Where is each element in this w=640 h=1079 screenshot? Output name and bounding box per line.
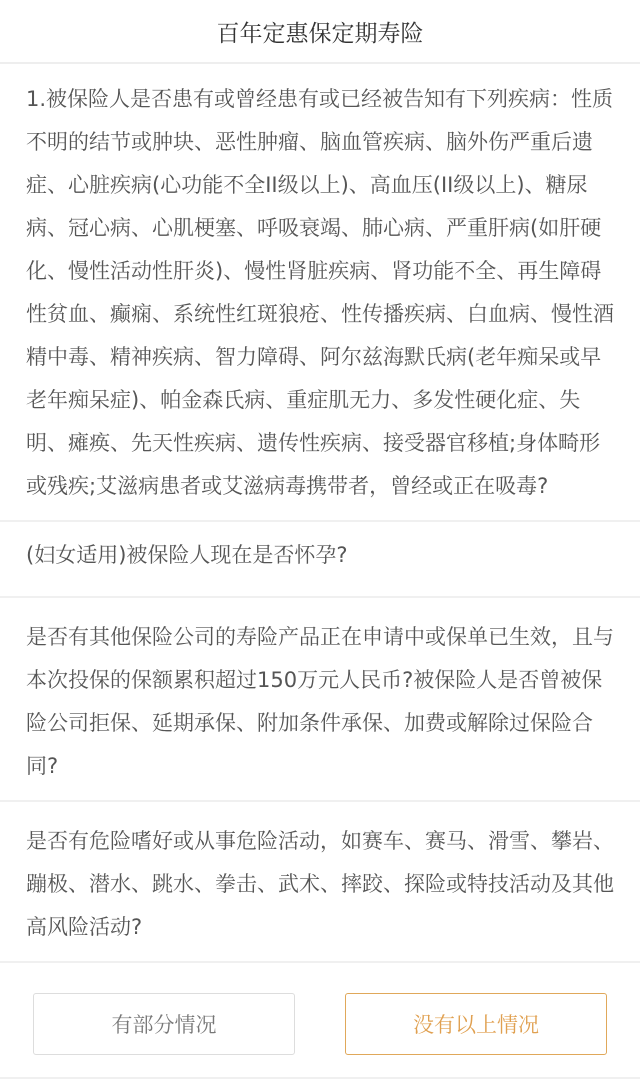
some-conditions-button[interactable]: 有部分情况: [33, 993, 295, 1055]
question-1: 1.被保险人是否患有或曾经患有或已经被告知有下列疾病：性质不明的结节或肿块、恶性肿瘤、脑血管疾病、脑外伤严重后遗症、心脏疾病(心功能不全II级以上)、高血压(II级以上)、糖尿病、冠心病、心肌梗塞、呼吸衰竭、肺心病、严重肝病(如肝硬化、慢性活动性肝炎)、慢性肾脏疾病、肾功能不全、再生障碍性贫血、癫痫、系统性红斑狼疮、性传播疾病、白血病、慢性酒精中毒、精神疾病、智力障碍、阿尔兹海默氏病(老年痴呆或早老年痴呆症)、帕金森氏病、重症肌无力、多发性硬化症、失明、瘫痪、先天性疾病、遗传性疾病、接受器官移植;身体畸形或残疾;艾滋病患者或艾滋病毒携带者，曾经或正在吸毒?: [0, 64, 640, 522]
question-4: 是否有危险嗜好或从事危险活动，如赛车、赛马、滑雪、攀岩、蹦极、潜水、跳水、拳击、武术、摔跤、探险或特技活动及其他高风险活动?: [0, 802, 640, 963]
page-header: [0, 0, 640, 64]
question-3: 是否有其他保险公司的寿险产品正在申请中或保单已生效，且与本次投保的保额累积超过150万元人民币?被保险人是否曾被保险公司拒保、延期承保、附加条件承保、加费或解除过保险合同?: [0, 598, 640, 802]
answer-buttons: [0, 993, 640, 1055]
no-conditions-button[interactable]: 没有以上情况: [345, 993, 607, 1055]
page-title: 百年定惠保定期寿险: [216, 20, 424, 47]
question-2: (妇女适用)被保险人现在是否怀孕?: [0, 522, 640, 598]
